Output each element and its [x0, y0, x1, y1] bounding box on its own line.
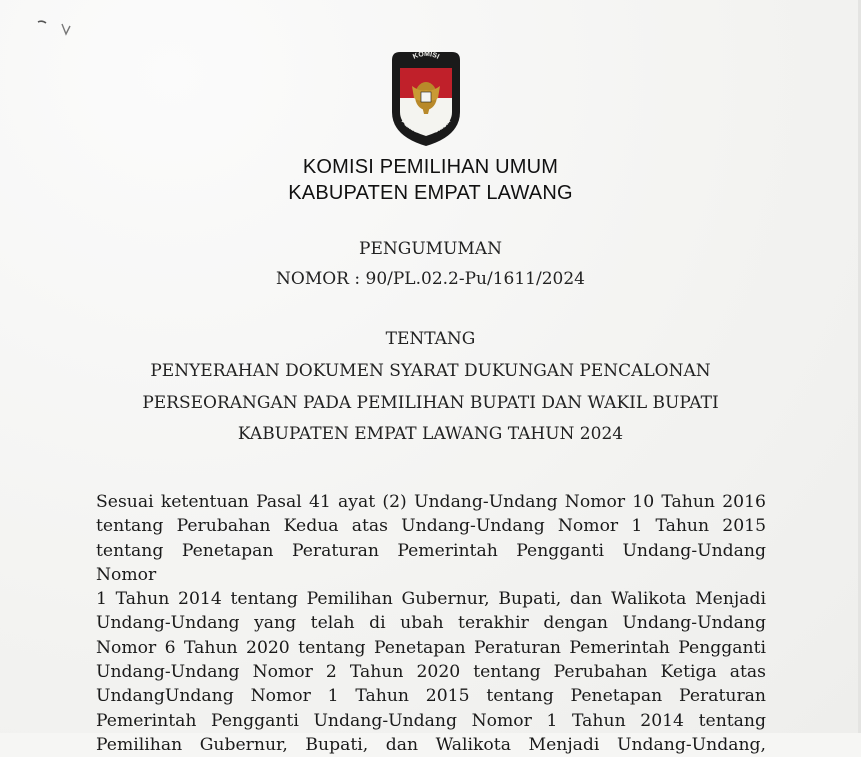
- subject-line-1: PENYERAHAN DOKUMEN SYARAT DUKUNGAN PENCALONAN: [150, 361, 711, 381]
- announcement-title: PENGUMUMAN: [359, 239, 502, 259]
- kpu-logo-emblem: [384, 46, 468, 150]
- org-name-line1: KOMISI PEMILIHAN UMUM: [302, 156, 559, 178]
- body-line: tentang Perubahan Kedua atas Undang-Undang Nomor 1 Tahun 2015: [96, 516, 766, 537]
- subject-line-3: KABUPATEN EMPAT LAWANG TAHUN 2024: [237, 424, 624, 444]
- announcement-about: TENTANG: [385, 329, 476, 349]
- logo-bottom-text: PEMILIHAN UMUM: [399, 117, 453, 137]
- scan-artifact: [36, 18, 80, 38]
- body-line: Sesuai ketentuan Pasal 41 ayat (2) Undang-Undang Nomor 10 Tahun 2016: [96, 492, 766, 512]
- body-line: Pemerintah Pengganti Undang-Undang Nomor 1 Tahun 2014 tentang: [96, 710, 766, 731]
- body-line: 1 Tahun 2014 tentang Pemilihan Gubernur, Bupati, dan Walikota Menjadi: [96, 589, 766, 610]
- body-line: Pemilihan Gubernur, Bupati, dan Walikota Menjadi Undang-Undang,: [96, 734, 766, 755]
- body-line: Undang-Undang yang telah di ubah terakhir dengan Undang-Undang: [96, 613, 766, 634]
- org-name-line2: KABUPATEN EMPAT LAWANG: [288, 182, 573, 204]
- subject-line-2: PERSEORANGAN PADA PEMILIHAN BUPATI DAN WAKIL BUPATI: [142, 393, 719, 413]
- logo-top-text: KOMISI: [412, 50, 441, 61]
- body-line: tentang Penetapan Peraturan Pemerintah Pengganti Undang-Undang Nomor: [96, 540, 766, 585]
- body-paragraph: [96, 490, 766, 757]
- body-line: Undang-Undang Nomor 2 Tahun 2020 tentang Perubahan Ketiga atas: [96, 662, 766, 683]
- body-line: Nomor 6 Tahun 2020 tentang Penetapan Peraturan Pemerintah Pengganti: [96, 637, 766, 658]
- body-line: UndangUndang Nomor 1 Tahun 2015 tentang Penetapan Peraturan: [96, 686, 766, 707]
- announcement-number: NOMOR : 90/PL.02.2-Pu/1611/2024: [276, 269, 585, 289]
